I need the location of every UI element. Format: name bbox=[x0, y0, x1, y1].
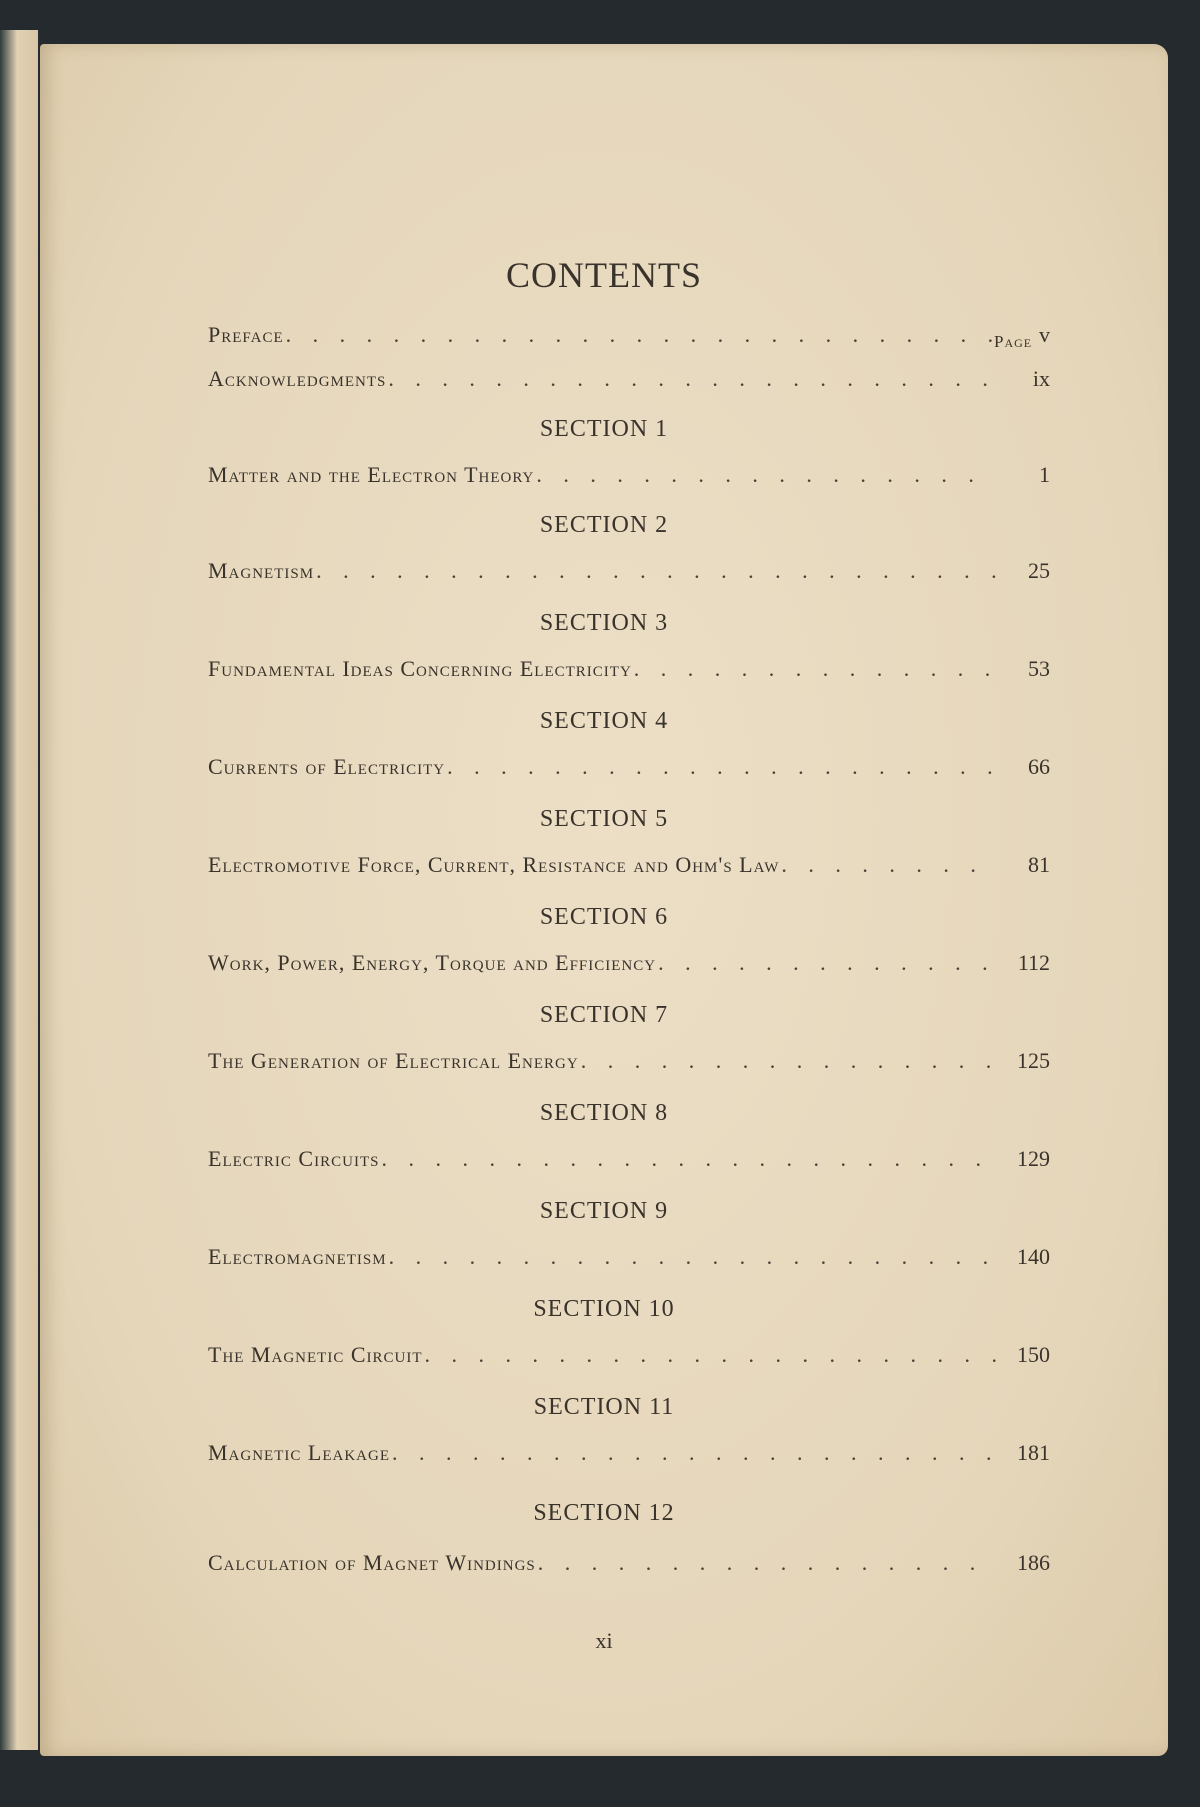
section-heading: SECTION 12 bbox=[533, 1500, 675, 1526]
section-heading: SECTION 3 bbox=[539, 610, 669, 636]
section-heading: SECTION 11 bbox=[533, 1394, 675, 1420]
toc-entry-acknowledgments bbox=[208, 366, 1050, 396]
toc-entry-page: 150 bbox=[1017, 1342, 1050, 1367]
dot-leader bbox=[634, 656, 996, 682]
toc-entry-page: 66 bbox=[1028, 754, 1050, 779]
section-heading: SECTION 8 bbox=[539, 1100, 669, 1126]
toc-entry-label: Fundamental Ideas Concerning Electricity bbox=[208, 656, 632, 681]
dot-leader bbox=[781, 852, 996, 878]
toc-entry-page: 112 bbox=[1017, 950, 1050, 975]
toc-entry bbox=[208, 462, 1050, 492]
toc-entry-page: 186 bbox=[1017, 1550, 1050, 1575]
toc-entry bbox=[208, 950, 1050, 980]
toc-entry-label: Calculation of Magnet Windings bbox=[208, 1550, 536, 1575]
toc-entry bbox=[208, 1244, 1050, 1274]
toc-entry bbox=[208, 1342, 1050, 1372]
book-binding bbox=[0, 30, 38, 1750]
toc-entry-label: Magnetism bbox=[208, 558, 315, 583]
toc-entry-label: Electric Circuits bbox=[208, 1146, 380, 1171]
toc-entry-page: v bbox=[1039, 322, 1050, 347]
toc-entry bbox=[208, 1146, 1050, 1176]
dot-leader bbox=[381, 1146, 996, 1172]
dot-leader bbox=[286, 322, 996, 348]
page-title: CONTENTS bbox=[506, 255, 702, 295]
dot-leader bbox=[316, 558, 996, 584]
section-heading: SECTION 2 bbox=[539, 512, 669, 538]
toc-entry-preface bbox=[208, 322, 1050, 352]
dot-leader bbox=[389, 1244, 996, 1270]
section-heading: SECTION 6 bbox=[539, 904, 669, 930]
section-heading: SECTION 4 bbox=[539, 708, 669, 734]
toc-entry bbox=[208, 1440, 1050, 1470]
toc-entry-page: 81 bbox=[1028, 852, 1050, 877]
toc-entry-page: 129 bbox=[1017, 1146, 1050, 1171]
toc-entry-label: Matter and the Electron Theory bbox=[208, 462, 535, 487]
toc-entry bbox=[208, 852, 1050, 882]
toc-entry bbox=[208, 754, 1050, 784]
toc-entry bbox=[208, 558, 1050, 588]
toc-entry-page: 181 bbox=[1017, 1440, 1050, 1465]
section-heading: SECTION 10 bbox=[533, 1296, 675, 1322]
dot-leader bbox=[536, 462, 996, 488]
section-heading: SECTION 9 bbox=[539, 1198, 669, 1224]
dot-leader bbox=[392, 1440, 996, 1466]
toc-entry-page: 25 bbox=[1028, 558, 1050, 583]
toc-entry bbox=[208, 1550, 1050, 1580]
dot-leader bbox=[388, 366, 996, 392]
toc-entry-page: 125 bbox=[1017, 1048, 1050, 1073]
toc-entry-label: The Generation of Electrical Energy bbox=[208, 1048, 579, 1073]
toc-entry-label: Preface bbox=[208, 322, 284, 347]
section-heading: SECTION 1 bbox=[539, 416, 669, 442]
toc-entry-label: Work, Power, Energy, Torque and Efficiency bbox=[208, 950, 657, 975]
dot-leader bbox=[447, 754, 996, 780]
section-heading: SECTION 7 bbox=[539, 1002, 669, 1028]
toc-entry-page: ix bbox=[1032, 366, 1050, 391]
toc-entry-label: Magnetic Leakage bbox=[208, 1440, 390, 1465]
dot-leader bbox=[538, 1550, 996, 1576]
toc-entry-label: Electromotive Force, Current, Resistance and Ohm's Law bbox=[208, 852, 780, 877]
toc-entry-label: Currents of Electricity bbox=[208, 754, 446, 779]
toc-entry-page: 1 bbox=[1039, 462, 1050, 487]
toc-entry bbox=[208, 656, 1050, 686]
toc-entry-label: Electromagnetism bbox=[208, 1244, 387, 1269]
book-page bbox=[40, 44, 1168, 1756]
dot-leader bbox=[581, 1048, 996, 1074]
page-number: xi bbox=[595, 1628, 613, 1653]
toc-entry-page: 53 bbox=[1028, 656, 1050, 681]
toc-entry-label: Acknowledgments bbox=[208, 366, 387, 391]
toc-entry-label: The Magnetic Circuit bbox=[208, 1342, 423, 1367]
section-heading: SECTION 5 bbox=[539, 806, 669, 832]
toc-entry bbox=[208, 1048, 1050, 1078]
dot-leader bbox=[425, 1342, 997, 1368]
toc-entry-page: 140 bbox=[1017, 1244, 1050, 1269]
dot-leader bbox=[658, 950, 996, 976]
page-column-heading: Page bbox=[994, 332, 1033, 351]
